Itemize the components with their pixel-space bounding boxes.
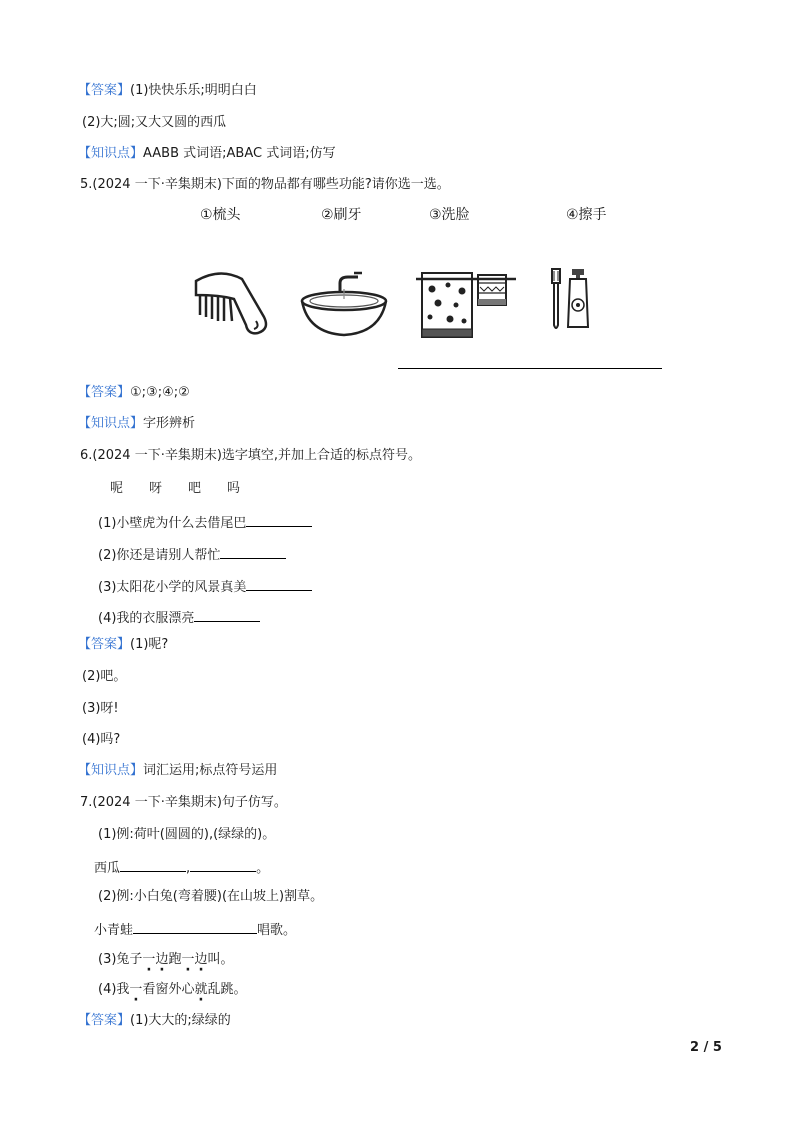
knowledge-tag: 【知识点】 <box>78 416 144 431</box>
answer-text: (1)大大的;绿绿的 <box>130 1013 231 1028</box>
knowledge-line <box>78 415 195 433</box>
answer-line <box>78 384 190 402</box>
example-sentence <box>98 981 246 999</box>
emphasized-char: 就 <box>194 982 208 997</box>
fill-item <box>98 512 312 533</box>
fill-item <box>98 576 312 597</box>
knowledge-line <box>78 762 277 780</box>
option-comb: ①梳头 <box>200 207 241 223</box>
word-choice: 吗 <box>227 481 241 496</box>
separator: , <box>186 861 191 876</box>
sentence-part: (3)兔子 <box>98 952 143 967</box>
answer-text: ①;③;④;② <box>130 385 190 400</box>
fill-item-text: (4)我的衣服漂亮 <box>98 611 195 626</box>
fill-item-text: (1)小壁虎为什么去借尾巴 <box>98 516 247 531</box>
answer-tag: 【答案】 <box>78 385 131 400</box>
sentence-end: 。 <box>256 861 270 876</box>
sentence-part: 叫。 <box>207 952 234 967</box>
word-choices <box>110 480 240 498</box>
toothbrush-toothpaste-icon <box>546 265 604 337</box>
fill-blank[interactable] <box>220 544 286 559</box>
knowledge-line <box>78 145 336 163</box>
page-number: 2 / 5 <box>690 1040 722 1055</box>
sentence-part: (4)我 <box>98 982 130 997</box>
answer-line <box>78 1012 231 1030</box>
answer-line <box>78 636 168 654</box>
question-6-text: 6.(2024 一下·辛集期末)选字填空,并加上合适的标点符号。 <box>80 448 422 463</box>
sentence-part: 跑 <box>168 952 182 967</box>
example-sentence: (2)例:小白兔(弯着腰)(在山坡上)割草。 <box>98 889 324 904</box>
knowledge-text: 词汇运用;标点符号运用 <box>143 763 278 778</box>
option-wash-face: ③洗脸 <box>429 207 470 223</box>
word-choice: 呀 <box>149 481 163 496</box>
towel-icon <box>414 265 518 343</box>
answer-text: (1)呢? <box>130 637 169 652</box>
knowledge-text: AABB 式词语;ABAC 式词语;仿写 <box>143 146 336 161</box>
emphasized-char: 一 <box>181 952 195 967</box>
washbasin-icon <box>298 265 390 340</box>
option-brush-teeth: ②刷牙 <box>321 207 362 223</box>
fill-blank[interactable] <box>190 857 256 872</box>
question-5-text: 5.(2024 一下·辛集期末)下面的物品都有哪些功能?请你选一选。 <box>80 177 450 192</box>
example-sentence <box>98 951 234 969</box>
emphasized-char: 边 <box>194 952 208 967</box>
answer-line <box>78 82 257 100</box>
fill-blank[interactable] <box>133 919 257 934</box>
fill-blank[interactable] <box>120 857 186 872</box>
fill-item-text: (3)太阳花小学的风景真美 <box>98 580 247 595</box>
comb-icon <box>190 265 272 340</box>
fill-blank[interactable] <box>246 512 312 527</box>
knowledge-tag: 【知识点】 <box>78 146 144 161</box>
example-sentence: (1)例:荷叶(圆圆的),(绿绿的)。 <box>98 827 276 842</box>
answer-text: (2)大;圆;又大又圆的西瓜 <box>82 115 227 130</box>
answer-tag: 【答案】 <box>78 1013 131 1028</box>
question-7-text: 7.(2024 一下·辛集期末)句子仿写。 <box>80 795 287 810</box>
sentence-end: 唱歌。 <box>257 923 297 938</box>
answer-text: (4)吗? <box>82 732 121 747</box>
emphasized-char: 一 <box>129 982 143 997</box>
answer-blank-line[interactable] <box>398 368 662 369</box>
word-choice: 吧 <box>188 481 202 496</box>
option-wipe-hands: ④擦手 <box>566 207 607 223</box>
imitation-prefix: 小青蛙 <box>94 923 134 938</box>
sentence-part: 看窗外心 <box>142 982 195 997</box>
emphasized-char: 边 <box>155 952 169 967</box>
word-choice: 呢 <box>110 481 124 496</box>
sentence-part: 乱跳。 <box>207 982 247 997</box>
answer-text: (1)快快乐乐;明明白白 <box>130 83 257 98</box>
fill-blank[interactable] <box>194 607 260 622</box>
answer-tag: 【答案】 <box>78 83 131 98</box>
fill-item <box>98 607 260 628</box>
imitation-line <box>94 857 269 878</box>
knowledge-tag: 【知识点】 <box>78 763 144 778</box>
answer-text: (2)吧。 <box>82 669 127 684</box>
answer-tag: 【答案】 <box>78 637 131 652</box>
fill-blank[interactable] <box>246 576 312 591</box>
emphasized-char: 一 <box>142 952 156 967</box>
imitation-line <box>94 919 296 940</box>
fill-item <box>98 544 286 565</box>
knowledge-text: 字形辨析 <box>143 416 196 431</box>
answer-text: (3)呀! <box>82 701 119 716</box>
fill-item-text: (2)你还是请别人帮忙 <box>98 548 221 563</box>
imitation-prefix: 西瓜 <box>94 861 121 876</box>
